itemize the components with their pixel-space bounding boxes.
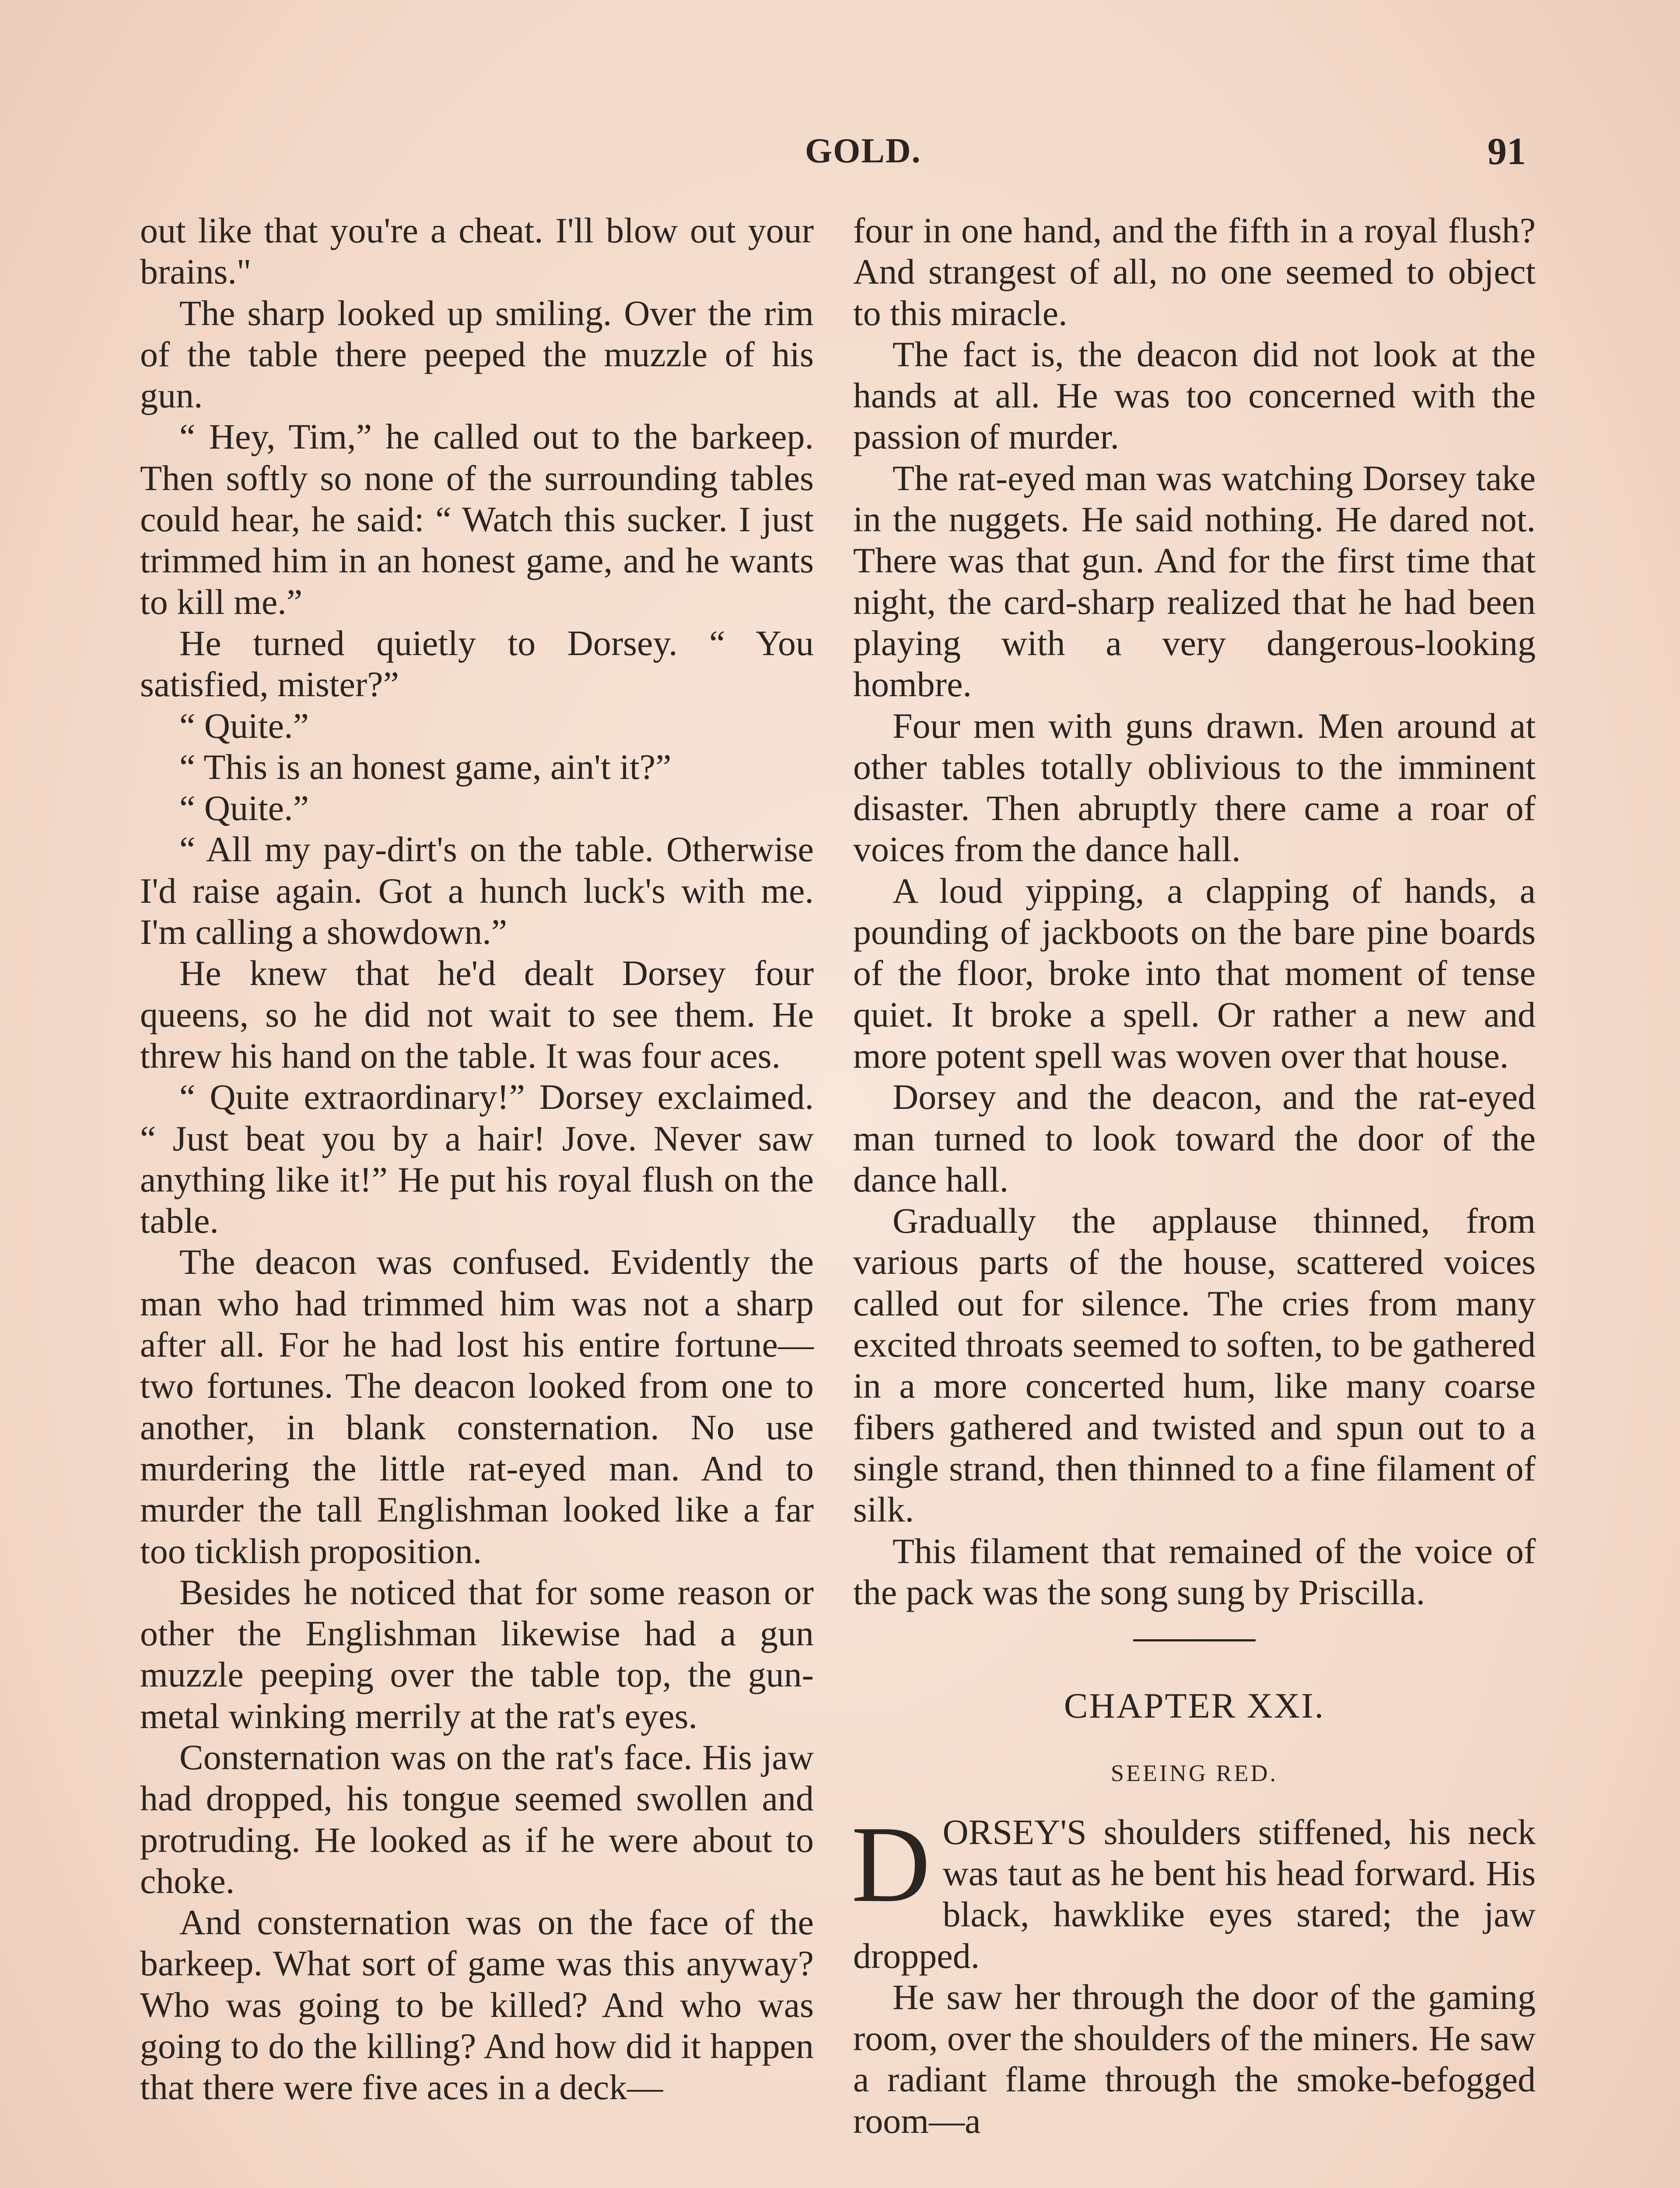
- paragraph: Four men with guns drawn. Men around at other tables totally oblivious to the imminent disaster. Then abruptly there came a roar of voices from the dance hall.: [853, 705, 1536, 870]
- chapter-title: CHAPTER XXI.: [1064, 1686, 1325, 1726]
- paragraph: Consternation was on the rat's face. His jaw had dropped, his tongue seemed swollen and protruding. He looked as if he were about to choke.: [140, 1737, 814, 1901]
- paragraph: This filament that remained of the voice of the pack was the song sung by Priscilla.: [853, 1531, 1536, 1612]
- paragraph: He turned quietly to Dorsey. “ You satisfied, mister?”: [140, 623, 814, 705]
- paragraph: “ All my pay-dirt's on the table. Otherwise I'd raise again. Got a hunch luck's with me. I'm calling a showdown.”: [140, 829, 814, 952]
- section-divider: [1133, 1639, 1256, 1641]
- paragraph: Dorsey and the deacon, and the rat-eyed man turned to look toward the door of the dance hall.: [853, 1077, 1536, 1199]
- paragraph: “ Hey, Tim,” he called out to the barkeep. Then softly so none of the surrounding tables could hear, he said: “ Watch this sucker. I just trimmed him in an honest game, and he wants to kill me.”: [140, 417, 814, 622]
- running-title: GOLD.: [805, 132, 921, 170]
- chapter-subtitle: SEEING RED.: [1111, 1760, 1278, 1787]
- chapter-opening: [851, 1803, 1536, 1977]
- paragraph: four in one hand, and the fifth in a royal flush? And strangest of all, no one seemed to object to this miracle.: [853, 210, 1536, 333]
- paragraph: He saw her through the door of the gaming room, over the shoulders of the miners. He saw a radiant flame through the smoke-befogged room—a: [853, 1977, 1536, 2141]
- drop-cap: D: [851, 1803, 931, 1925]
- paragraph: “ Quite.”: [179, 705, 309, 746]
- paragraph: “ Quite.”: [179, 788, 309, 828]
- paragraph: Gradually the applause thinned, from various parts of the house, scattered voices called out for silence. The cries from many excited throats seemed to soften, to be gathered in a more concerted hum, like many coarse fibers gathered and twisted and spun out to a single strand, then thinned to a fine filament of silk.: [853, 1201, 1536, 1530]
- paragraph: “ This is an honest game, ain't it?”: [179, 747, 672, 787]
- paragraph: A loud yipping, a clapping of hands, a pounding of jackboots on the bare pine boards of the floor, broke into that moment of tense quiet. It broke a spell. Or rather a new and more potent spell was woven over that house.: [853, 870, 1536, 1076]
- paragraph: “ Quite extraordinary!” Dorsey exclaimed. “ Just beat you by a hair! Jove. Never saw anything like it!” He put his royal flush on the table.: [140, 1077, 814, 1241]
- paragraph: The sharp looked up smiling. Over the rim of the table there peeped the muzzle of his gun.: [140, 293, 814, 416]
- page-number: 91: [1488, 130, 1526, 173]
- paragraph: out like that you're a cheat. I'll blow out your brains.": [140, 210, 814, 292]
- paragraph: The fact is, the deacon did not look at the hands at all. He was too concerned with the passion of murder.: [853, 334, 1536, 457]
- paragraph: He knew that he'd dealt Dorsey four queens, so he did not wait to see them. He threw his hand on the table. It was four aces.: [140, 953, 814, 1076]
- paragraph: And consternation was on the face of the barkeep. What sort of game was this anyway? Who was going to be killed? And who was going to do the killing? And how did it happen that there were five aces in a deck—: [140, 1902, 814, 2107]
- paragraph: The deacon was confused. Evidently the man who had trimmed him was not a sharp after all. For he had lost his entire fortune—two fortunes. The deacon looked from one to another, in blank consternation. No use murdering the little rat-eyed man. And to murder the tall Englishman looked like a far too ticklish proposition.: [140, 1242, 814, 1571]
- right-column: [853, 210, 1536, 2142]
- paragraph: Besides he noticed that for some reason or other the Englishman likewise had a gun muzzle peeping over the table top, the gun-metal winking merrily at the rat's eyes.: [140, 1572, 814, 1736]
- left-column: [140, 210, 814, 2108]
- paragraph: The rat-eyed man was watching Dorsey take in the nuggets. He said nothing. He dared not. There was that gun. And for the first time that night, the card-sharp realized that he had been playing with a very dangerous-looking hombre.: [853, 458, 1536, 705]
- opening-text: ORSEY'S shoulders stiffened, his neck was taut as he bent his head forward. His black, hawklike eyes stared; the jaw dropped.: [853, 1812, 1536, 1976]
